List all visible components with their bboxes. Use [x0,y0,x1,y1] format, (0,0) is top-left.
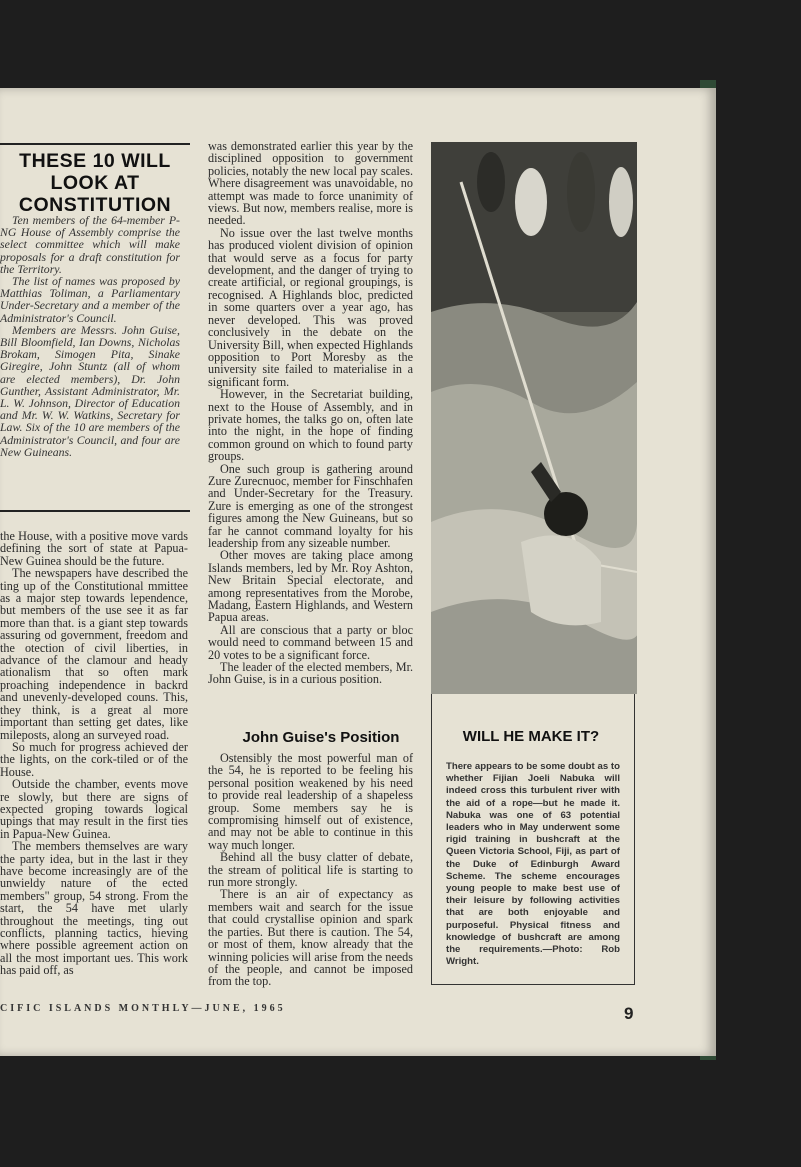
river-crossing-photo [431,142,637,694]
column-2-top [208,140,413,686]
column-2-bottom [208,752,413,988]
running-footer: CIFIC ISLANDS MONTHLY—JUNE, 1965 [0,1003,286,1014]
intro-bottom-rule [0,510,190,512]
headline-line-2: LOOK AT [50,172,140,194]
body-paragraph: the House, with a positive move vards defining the sort of state at Papua-New Guinea should be the future. [0,529,188,568]
subheading: John Guise's Position [242,729,400,746]
column-1 [0,530,188,977]
headline-line-1: THESE 10 WILL [19,150,171,172]
body-paragraph: The newspapers have described the ting up of the Constitutional mmittee as a major step towards lependence, but members of the use see it as far more than that. is a giant step towards assuring od government, freedom and the otection of civil liberties, in advance of the clamour and heady ationalism that so often mark proaching independence in backrd and unevenly-developed couns. This, they think, is a great al more important than setting get dates, like mileposts, along an surveyed road. [0,566,188,742]
body-paragraph: Ostensibly the most powerful man of the 54, he is reported to be feeling his personal position weakened by his need to provide real leadership of a shapeless group. Some members say he is compromising himself out of existence, and may not be able to continue in this way much longer. [208,751,413,852]
photo-caption: There appears to be some doubt as to whether Fijian Joeli Nabuka will indeed cross this turbulent river with the aid of a rope—but he made it. Nabuka was one of 63 potential leaders who in May underwent some rigid training in bushcraft at the Queen Victoria School, Fiji, as part of the Duke of Edinburgh Award Scheme. The scheme encourages young people to make best use of their leisure by following activities that are both enjoyable and purposeful. Physical fitness and knowledge of bushcraft are among the requirements.—Photo: Rob Wright. [446,761,620,968]
body-paragraph: So much for progress achieved der the lights, on the cork-tiled or of the House. [0,739,188,779]
body-paragraph: The leader of the elected members, Mr. John Guise, is in a curious position. [208,660,413,687]
body-paragraph: One such group is gathering around Zure Zurecnuoc, member for Finschhafen and Under-Secretary for the Treasury. Zure is emerging as one of the strongest figures among the New Guineans, but so far he cannot command loyalty for his leadership from any sizeable number. [208,461,413,550]
intro-paragraph: The list of names was proposed by Matthias Toliman, a Parliamentary Under-Secretary and a member of the Administrator's Council. [0,274,180,325]
body-paragraph: Behind all the busy clatter of debate, the stream of political life is starting to run more strongly. [208,850,413,890]
caption-title: WILL HE MAKE IT? [462,728,600,745]
body-paragraph: The members themselves are wary the party idea, but in the last ir they have become increasingly are of the unwieldy nature of the ected members" group, 54 strong. From the start, the 54 have met ularly throughout the meetings, ting out conflicts, planning tactics, hieving where possible agreement action on all the most important ues. This work has paid off, as [0,839,188,978]
body-paragraph: Other moves are taking place among Islands members, led by Mr. Roy Ashton, New Britain Special electorate, and among representatives from the Morobe, Madang, Eastern Highlands, and Western Papua areas. [208,548,413,625]
body-paragraph: All are conscious that a party or bloc would need to command between 15 and 20 votes to be a significant force. [208,622,413,662]
top-rule [0,143,190,145]
headline [0,150,190,216]
body-paragraph: There is an air of expectancy as members wait and search for the issue that could crystallise opinion and spark the parties. But there is caution. The 54, or most of them, know already that the winning policies will arise from the needs of the people, and cannot be imposed from the top. [208,887,413,989]
body-paragraph: was demonstrated earlier this year by the disciplined opposition to government policies, notably the new local pay scales. Where disagreement was unavoidable, no attempt was made to force unanimity of views. But now, members realise, more is needed. [208,139,413,228]
intro-paragraph: Members are Messrs. John Guise, Bill Bloomfield, Ian Downs, Nicholas Brokam, Simogen Pita, Sinake Giregire, John Stuntz (all of whom are elected members), Dr. John Gunther, Assistant Administrator, Mr. L. W. Johnson, Director of Education and Mr. W. W. Watkins, Secretary for Law. Six of the 10 are members of the Administrator's Council, and four are New Guineans. [0,322,180,459]
body-paragraph: No issue over the last twelve months has produced violent division of opinion that would serve as a focus for party development, and the danger of trying to create artificial, or regional groupings, is recognised. A Highlands bloc, predicted in some quarters over a year ago, has never developed. This was proved conclusively in the debate on the University Bill, when expected Highlands opposition to Port Moresby as the university site failed to materialise in a significant form. [208,225,413,389]
page-number: 9 [624,1004,634,1023]
intro-paragraph: Ten members of the 64-member P-NG House of Assembly comprise the select committee which will make proposals for a draft constitution for the Territory. [0,213,180,276]
intro-box [0,214,180,458]
headline-line-3: CONSTITUTION [18,194,172,216]
body-paragraph: Outside the chamber, events move re slowly, but there are signs of expected groping towards logical upings that may result in the first ties in Papua-New Guinea. [0,777,188,841]
body-paragraph: However, in the Secretariat building, next to the House of Assembly, and in private homes, the talks go on, often late into the night, in the hope of finding common ground on which to found party groups. [208,387,413,464]
